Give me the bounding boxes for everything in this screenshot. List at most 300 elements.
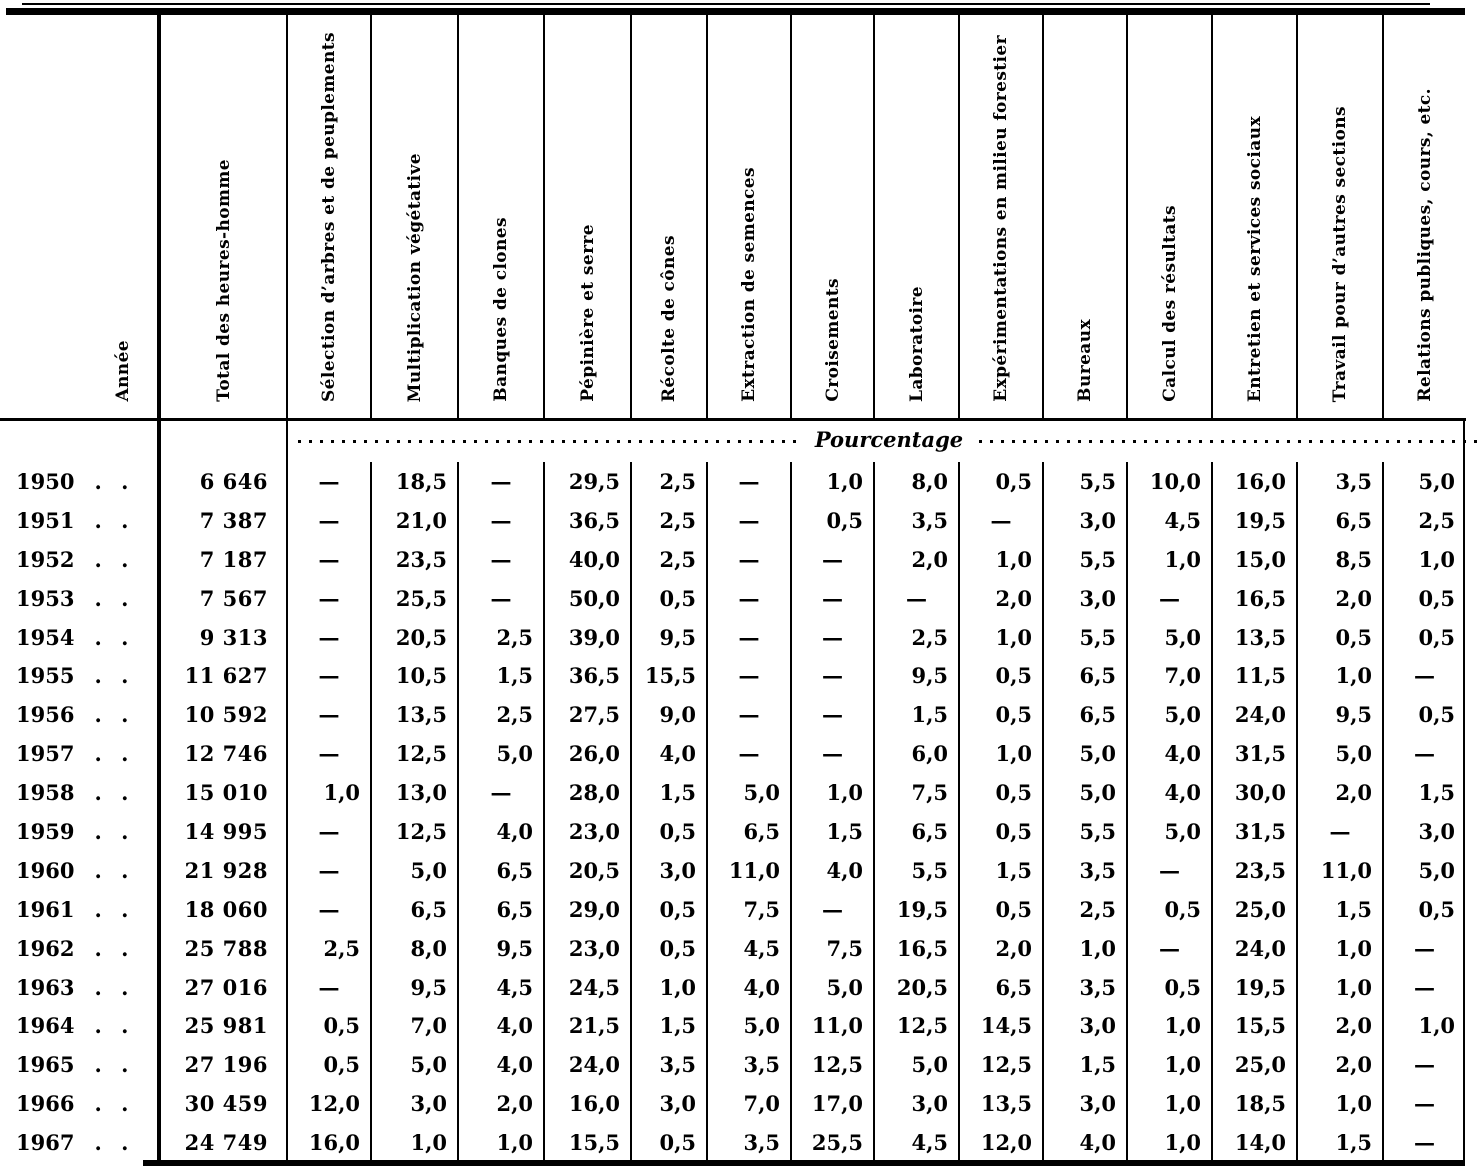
table-top-rule <box>6 8 1465 15</box>
value-cell: 5,0 <box>1044 734 1128 773</box>
value-cell: 6,5 <box>960 968 1044 1007</box>
value-cell: 1,0 <box>1298 968 1384 1007</box>
year-cell <box>0 812 161 851</box>
value-cell: — <box>792 618 875 657</box>
value-cell: 18,5 <box>372 462 459 501</box>
year-cell <box>0 734 161 773</box>
value-cell: 0,5 <box>960 812 1044 851</box>
value-cell: 15,5 <box>632 656 708 695</box>
value-cell: 3,5 <box>1044 968 1128 1007</box>
value-cell: 7,5 <box>875 773 960 812</box>
value-cell: 4,0 <box>1128 734 1213 773</box>
table-row <box>0 579 1480 618</box>
total-cell: 7 567 <box>161 579 288 618</box>
total-cell: 14 995 <box>161 812 288 851</box>
value-cell: 1,0 <box>1128 1006 1213 1045</box>
dotted-leader-right <box>979 440 1480 443</box>
value-cell: 1,5 <box>459 656 545 695</box>
total-cell: 25 981 <box>161 1006 288 1045</box>
total-cell: 12 746 <box>161 734 288 773</box>
value-cell: 11,5 <box>1213 656 1298 695</box>
table-row <box>0 773 1480 812</box>
value-cell: 2,5 <box>632 501 708 540</box>
year-label: 1966 <box>16 1091 75 1117</box>
value-cell: — <box>288 890 372 929</box>
value-cell: 5,0 <box>1128 695 1213 734</box>
total-cell: 21 928 <box>161 851 288 890</box>
value-cell: 6,5 <box>459 851 545 890</box>
value-cell: 7,5 <box>708 890 792 929</box>
year-leader-dots: . . <box>94 896 129 922</box>
value-cell: 4,5 <box>1128 501 1213 540</box>
column-header <box>372 15 459 418</box>
column-header-label: Sélection d’arbres et de peuplements <box>319 32 339 402</box>
value-cell: 24,5 <box>545 968 632 1007</box>
value-cell: 2,0 <box>1298 1006 1384 1045</box>
total-cell: 11 627 <box>161 656 288 695</box>
value-cell: 16,0 <box>1213 462 1298 501</box>
value-cell: — <box>1414 1091 1435 1117</box>
table-row <box>0 734 1480 773</box>
value-cell: — <box>792 579 875 618</box>
table-row <box>0 968 1480 1007</box>
column-header <box>545 15 632 418</box>
value-cell: 4,0 <box>459 812 545 851</box>
value-cell: — <box>1414 1130 1435 1156</box>
unit-row-total-spacer <box>161 421 288 462</box>
year-cell <box>0 929 161 968</box>
value-cell: 0,5 <box>1418 896 1455 922</box>
value-cell: 1,0 <box>960 618 1044 657</box>
value-cell: 20,5 <box>372 618 459 657</box>
value-cell: 16,0 <box>288 1123 372 1162</box>
year-cell <box>0 1006 161 1045</box>
value-cell: 2,5 <box>632 462 708 501</box>
value-cell: 10,0 <box>1128 462 1213 501</box>
year-leader-dots: . . <box>94 663 129 689</box>
value-cell: 6,5 <box>1044 656 1128 695</box>
column-header-label: Récolte de cônes <box>659 234 679 402</box>
value-cell: 26,0 <box>545 734 632 773</box>
total-cell: 7 187 <box>161 540 288 579</box>
value-cell: 20,5 <box>875 968 960 1007</box>
column-header-label: Pépinière et serre <box>577 224 598 402</box>
value-cell: 5,0 <box>1128 618 1213 657</box>
value-cell: 5,0 <box>372 851 459 890</box>
value-cell: 8,0 <box>875 462 960 501</box>
value-cell: — <box>288 579 372 618</box>
value-cell: 6,5 <box>875 812 960 851</box>
dotted-leader-left <box>298 440 799 443</box>
value-cell: 12,0 <box>960 1123 1044 1162</box>
column-header <box>792 15 875 418</box>
year-cell <box>0 618 161 657</box>
value-cell: 2,0 <box>1298 1045 1384 1084</box>
year-leader-dots: . . <box>94 546 129 572</box>
year-label: 1962 <box>16 935 75 961</box>
column-header-label: Expérimentations en milieu forestier <box>991 35 1011 402</box>
value-cell: — <box>288 462 372 501</box>
table-right-edge-rule <box>1463 421 1465 1162</box>
value-cell: 36,5 <box>545 501 632 540</box>
value-cell: 1,0 <box>1128 1084 1213 1123</box>
value-cell: 3,5 <box>875 501 960 540</box>
value-cell: — <box>1128 579 1213 618</box>
value-cell: 4,5 <box>708 929 792 968</box>
year-leader-dots: . . <box>94 780 129 806</box>
value-cell: 5,0 <box>1418 857 1455 883</box>
value-cell: 1,0 <box>1128 1123 1213 1162</box>
value-cell: 3,0 <box>1044 579 1128 618</box>
value-cell: 4,5 <box>875 1123 960 1162</box>
value-cell: 1,0 <box>459 1123 545 1162</box>
value-cell: 3,0 <box>372 1084 459 1123</box>
value-cell: 36,5 <box>545 656 632 695</box>
value-cell: 27,5 <box>545 695 632 734</box>
value-cell: 5,0 <box>792 968 875 1007</box>
value-cell: 6,5 <box>459 890 545 929</box>
year-leader-dots: . . <box>94 1052 129 1078</box>
total-cell: 18 060 <box>161 890 288 929</box>
value-cell: 0,5 <box>632 812 708 851</box>
year-leader-dots: . . <box>94 1013 129 1039</box>
value-cell: 3,0 <box>632 851 708 890</box>
value-cell: 9,5 <box>632 618 708 657</box>
year-leader-dots: . . <box>94 702 129 728</box>
unit-row-leader-area <box>288 421 1480 462</box>
year-label: 1952 <box>16 546 75 572</box>
year-leader-dots: . . <box>94 1130 129 1156</box>
year-label: 1965 <box>16 1052 75 1078</box>
value-cell: 0,5 <box>960 656 1044 695</box>
value-cell: 6,0 <box>875 734 960 773</box>
value-cell: 13,0 <box>372 773 459 812</box>
total-cell: 24 749 <box>161 1123 288 1162</box>
value-cell: — <box>1414 741 1435 767</box>
value-cell: 7,0 <box>708 1084 792 1123</box>
value-cell: 39,0 <box>545 618 632 657</box>
value-cell: 28,0 <box>545 773 632 812</box>
value-cell: — <box>708 618 792 657</box>
column-header-label: Entretien et services sociaux <box>1244 115 1265 402</box>
value-cell: 1,5 <box>960 851 1044 890</box>
value-cell: 40,0 <box>545 540 632 579</box>
value-cell: 0,5 <box>1418 585 1455 611</box>
value-cell: — <box>792 695 875 734</box>
value-cell: — <box>792 890 875 929</box>
value-cell: 5,5 <box>1044 462 1128 501</box>
value-cell: 3,0 <box>1044 1006 1128 1045</box>
value-cell: 0,5 <box>632 890 708 929</box>
table-row <box>0 462 1480 501</box>
value-cell: 24,0 <box>1213 929 1298 968</box>
year-leader-dots: . . <box>94 818 129 844</box>
value-cell: 17,0 <box>792 1084 875 1123</box>
value-cell: 0,5 <box>288 1045 372 1084</box>
value-cell: 23,5 <box>1213 851 1298 890</box>
value-cell: 29,0 <box>545 890 632 929</box>
column-header <box>1213 15 1298 418</box>
value-cell: 1,0 <box>960 734 1044 773</box>
value-cell: 2,5 <box>288 929 372 968</box>
value-cell: 11,0 <box>792 1006 875 1045</box>
column-header <box>161 15 288 418</box>
value-cell: 1,0 <box>792 462 875 501</box>
value-cell: 3,5 <box>1044 851 1128 890</box>
value-cell: — <box>708 540 792 579</box>
value-cell: 0,5 <box>632 1123 708 1162</box>
value-cell: 19,5 <box>1213 501 1298 540</box>
value-cell: 2,5 <box>459 618 545 657</box>
column-header <box>1044 15 1128 418</box>
column-header-label: Total des heures-homme <box>213 159 234 402</box>
value-cell: — <box>708 501 792 540</box>
value-cell: 25,5 <box>372 579 459 618</box>
year-cell <box>0 1045 161 1084</box>
value-cell: — <box>1414 1052 1435 1078</box>
value-cell: 29,5 <box>545 462 632 501</box>
value-cell: 1,5 <box>1298 1123 1384 1162</box>
value-cell: — <box>708 656 792 695</box>
year-leader-dots: . . <box>94 585 129 611</box>
value-cell: 25,0 <box>1213 1045 1298 1084</box>
value-cell: — <box>288 540 372 579</box>
value-cell: 1,0 <box>632 968 708 1007</box>
value-cell: 0,5 <box>1298 618 1384 657</box>
value-cell: 50,0 <box>545 579 632 618</box>
value-cell: 4,0 <box>632 734 708 773</box>
year-label: 1951 <box>16 507 75 533</box>
value-cell: 1,5 <box>1298 890 1384 929</box>
value-cell: 2,0 <box>1298 579 1384 618</box>
value-cell: 0,5 <box>632 579 708 618</box>
value-cell: — <box>1128 929 1213 968</box>
value-cell: 0,5 <box>1128 890 1213 929</box>
value-cell: 0,5 <box>960 773 1044 812</box>
year-leader-dots: . . <box>94 1091 129 1117</box>
value-cell: 5,5 <box>875 851 960 890</box>
value-cell: 13,5 <box>1213 618 1298 657</box>
year-cell <box>0 890 161 929</box>
year-cell <box>0 1084 161 1123</box>
value-cell: 11,0 <box>708 851 792 890</box>
year-label: 1964 <box>16 1013 75 1039</box>
value-cell: 30,0 <box>1213 773 1298 812</box>
value-cell: — <box>288 968 372 1007</box>
column-header <box>632 15 708 418</box>
value-cell: 12,5 <box>792 1045 875 1084</box>
value-cell: 0,5 <box>632 929 708 968</box>
year-leader-dots: . . <box>94 624 129 650</box>
value-cell: 2,5 <box>1044 890 1128 929</box>
value-cell: — <box>708 734 792 773</box>
value-cell: — <box>708 695 792 734</box>
column-header-label: Extraction de semences <box>739 167 759 402</box>
value-cell: 20,5 <box>545 851 632 890</box>
value-cell: 1,0 <box>1128 540 1213 579</box>
total-cell: 7 387 <box>161 501 288 540</box>
value-cell: 1,0 <box>1044 929 1128 968</box>
value-cell: 1,5 <box>632 773 708 812</box>
value-cell: 3,5 <box>708 1123 792 1162</box>
value-cell: — <box>288 695 372 734</box>
unit-row-year-spacer <box>0 421 161 462</box>
value-cell: 11,0 <box>1298 851 1384 890</box>
year-label: 1953 <box>16 585 75 611</box>
year-label: 1967 <box>16 1130 75 1156</box>
value-cell: — <box>288 618 372 657</box>
value-cell: 1,0 <box>1418 1013 1455 1039</box>
total-cell: 25 788 <box>161 929 288 968</box>
year-cell <box>0 462 161 501</box>
value-cell: 0,5 <box>960 695 1044 734</box>
table-row <box>0 1084 1480 1123</box>
value-cell: 6,5 <box>708 812 792 851</box>
value-cell: 18,5 <box>1213 1084 1298 1123</box>
value-cell: 16,5 <box>1213 579 1298 618</box>
total-cell: 27 196 <box>161 1045 288 1084</box>
value-cell: 5,0 <box>1044 773 1128 812</box>
value-cell: 1,0 <box>1298 656 1384 695</box>
value-cell: — <box>288 851 372 890</box>
table-top-rule-ghost <box>22 3 1430 5</box>
value-cell: 14,5 <box>960 1006 1044 1045</box>
value-cell: 1,5 <box>1044 1045 1128 1084</box>
value-cell: — <box>1414 663 1435 689</box>
value-cell: 12,5 <box>372 734 459 773</box>
value-cell: — <box>792 656 875 695</box>
column-header-label: Année <box>113 340 133 402</box>
value-cell: — <box>288 812 372 851</box>
value-cell: 2,0 <box>459 1084 545 1123</box>
year-leader-dots: . . <box>94 507 129 533</box>
value-cell: 2,5 <box>459 695 545 734</box>
value-cell: 13,5 <box>960 1084 1044 1123</box>
total-cell: 10 592 <box>161 695 288 734</box>
value-cell: 1,5 <box>632 1006 708 1045</box>
value-cell: — <box>708 579 792 618</box>
value-cell: 9,5 <box>875 656 960 695</box>
value-cell: 9,0 <box>632 695 708 734</box>
column-header <box>1384 15 1465 418</box>
value-cell: 14,0 <box>1213 1123 1298 1162</box>
column-header <box>1298 15 1384 418</box>
value-cell: 1,0 <box>960 540 1044 579</box>
value-cell: — <box>459 540 545 579</box>
total-cell: 30 459 <box>161 1084 288 1123</box>
value-cell: 1,0 <box>372 1123 459 1162</box>
column-header <box>288 15 372 418</box>
table-row <box>0 812 1480 851</box>
value-cell: 2,5 <box>875 618 960 657</box>
year-label: 1958 <box>16 780 75 806</box>
value-cell: 16,0 <box>545 1084 632 1123</box>
value-cell: 2,5 <box>1418 507 1455 533</box>
value-cell: — <box>288 501 372 540</box>
value-cell: 9,5 <box>459 929 545 968</box>
value-cell: — <box>288 734 372 773</box>
value-cell: 3,5 <box>1298 462 1384 501</box>
value-cell: 5,0 <box>372 1045 459 1084</box>
value-cell: 31,5 <box>1213 734 1298 773</box>
value-cell: 8,5 <box>1298 540 1384 579</box>
year-cell <box>0 695 161 734</box>
value-cell: — <box>708 462 792 501</box>
table-row <box>0 656 1480 695</box>
value-cell: 13,5 <box>372 695 459 734</box>
value-cell: 4,0 <box>792 851 875 890</box>
value-cell: 0,5 <box>960 462 1044 501</box>
table-header-row <box>0 15 1465 418</box>
value-cell: 25,5 <box>792 1123 875 1162</box>
year-cell <box>0 851 161 890</box>
value-cell: 1,0 <box>1128 1045 1213 1084</box>
table-row <box>0 890 1480 929</box>
column-header <box>459 15 545 418</box>
year-cell <box>0 540 161 579</box>
value-cell: 3,5 <box>632 1045 708 1084</box>
value-cell: 5,0 <box>1298 734 1384 773</box>
value-cell: 10,5 <box>372 656 459 695</box>
value-cell: — <box>459 462 545 501</box>
value-cell: 24,0 <box>1213 695 1298 734</box>
value-cell: — <box>875 579 960 618</box>
value-cell: 1,5 <box>792 812 875 851</box>
value-cell: 2,0 <box>960 929 1044 968</box>
column-header-label: Laboratoire <box>906 286 927 402</box>
value-cell: — <box>459 501 545 540</box>
value-cell: 3,0 <box>1044 1084 1128 1123</box>
year-label: 1957 <box>16 741 75 767</box>
value-cell: 1,0 <box>1298 1084 1384 1123</box>
year-cell <box>0 773 161 812</box>
table-row <box>0 501 1480 540</box>
value-cell: 0,5 <box>1128 968 1213 1007</box>
column-header-label: Travail pour d’autres sections <box>1330 105 1350 402</box>
year-label: 1955 <box>16 663 75 689</box>
table-row <box>0 1045 1480 1084</box>
value-cell: 5,0 <box>875 1045 960 1084</box>
value-cell: 1,0 <box>1418 546 1455 572</box>
value-cell: — <box>1298 812 1384 851</box>
value-cell: 3,5 <box>708 1045 792 1084</box>
value-cell: 2,0 <box>875 540 960 579</box>
value-cell: 5,5 <box>1044 618 1128 657</box>
value-cell: 5,0 <box>1418 468 1455 494</box>
year-cell <box>0 968 161 1007</box>
value-cell: 12,0 <box>288 1084 372 1123</box>
value-cell: 2,0 <box>1298 773 1384 812</box>
value-cell: — <box>792 734 875 773</box>
year-cell <box>0 1123 161 1162</box>
value-cell: 1,0 <box>288 773 372 812</box>
value-cell: 24,0 <box>545 1045 632 1084</box>
value-cell: 9,5 <box>1298 695 1384 734</box>
value-cell: — <box>288 656 372 695</box>
year-label: 1954 <box>16 624 75 650</box>
column-header <box>708 15 792 418</box>
column-header <box>1128 15 1213 418</box>
table-row <box>0 851 1480 890</box>
unit-row <box>0 421 1480 462</box>
value-cell: 3,0 <box>1418 818 1455 844</box>
value-cell: 4,0 <box>1128 773 1213 812</box>
value-cell: 8,0 <box>372 929 459 968</box>
value-cell: 31,5 <box>1213 812 1298 851</box>
table-bottom-rule <box>143 1160 1465 1166</box>
value-cell: 23,5 <box>372 540 459 579</box>
value-cell: 5,5 <box>1044 540 1128 579</box>
